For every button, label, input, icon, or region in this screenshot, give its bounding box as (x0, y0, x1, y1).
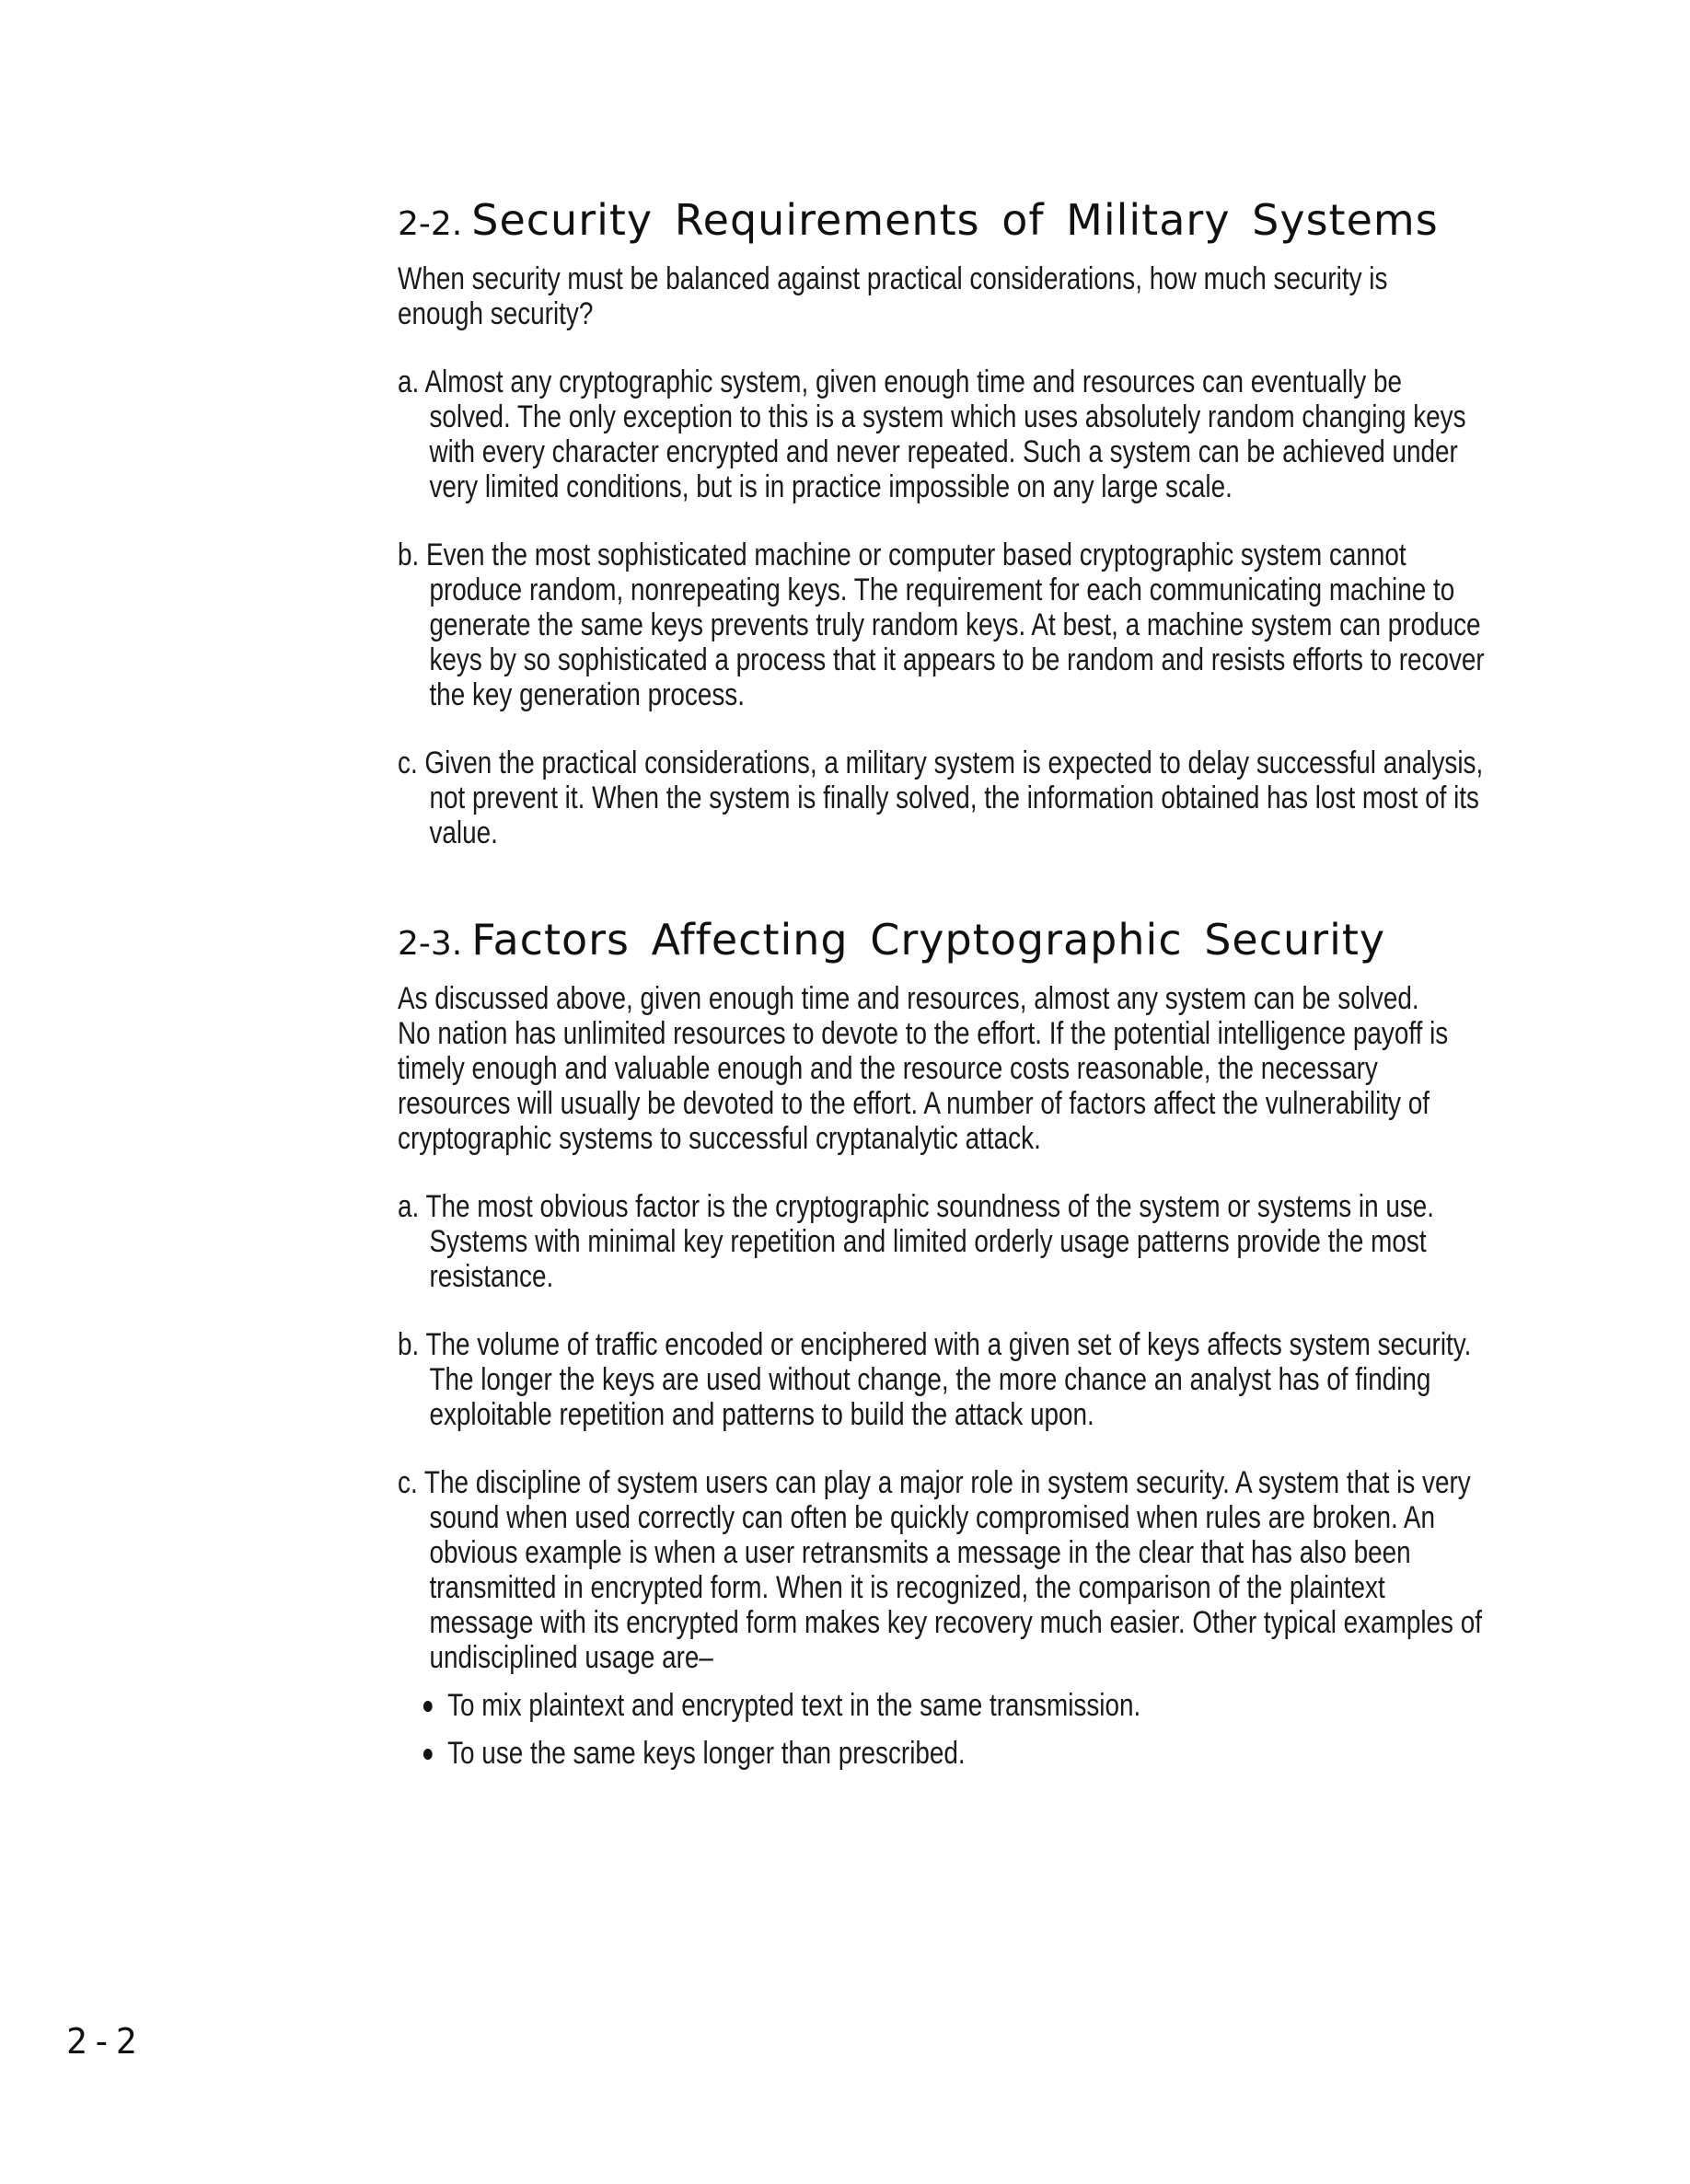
list-item-text: To use the same keys longer than prescribed. (447, 1736, 966, 1771)
section-heading-2-3 (398, 915, 1456, 965)
section-item-a: a. The most obvious factor is the cryptographic soundness of the system or systems in use. Systems with minimal key repetition and limited orderly usage patterns provide the most resistance. (398, 1189, 1435, 1294)
bullet-icon (423, 1749, 433, 1760)
section-number: 2-3. (398, 925, 463, 963)
bullet-icon (423, 1701, 433, 1712)
section-item-b: b. Even the most sophisticated machine or computer based cryptographic system cannot produce random, nonrepeating keys. The requirement for each communicating machine to generate the same keys prevents truly random keys. At best, a machine system can produce keys by so sophisticated a process that it appears to be random and resists efforts to recover the key generation process. (398, 537, 1485, 712)
list-item (398, 1688, 1504, 1723)
section-intro-paragraph: When security must be balanced against practical considerations, how much security is enough security? (398, 261, 1388, 331)
page-number: 2-2 (66, 2021, 141, 2062)
section-intro-paragraph: As discussed above, given enough time and resources, almost any system can be solved. No nation has unlimited resources to devote to the effort. If the potential intelligence payoff is timely enough and valuable enough and the resource costs reasonable, the necessary resources will usually be devoted to the effort. A number of factors affect the vulnerability of cryptographic systems to successful cryptanalytic attack. (398, 981, 1449, 1156)
section-item-c: c. Given the practical considerations, a military system is expected to delay successful analysis, not prevent it. When the system is finally solved, the information obtained has lost most of its value. (398, 745, 1484, 850)
list-item (398, 1736, 1504, 1771)
section-item-a: a. Almost any cryptographic system, given enough time and resources can eventually be solved. The only exception to this is a system which uses absolutely random changing keys with every character encrypted and never repeated. Such a system can be achieved under very limited conditions, but is in practice impossible on any large scale. (398, 364, 1466, 504)
section-title: Factors Affecting Cryptographic Security (471, 915, 1386, 965)
section-item-c: c. The discipline of system users can play a major role in system security. A system that is very sound when used correctly can often be quickly compromised when rules are broken. An obvious example is when a user retransmits a message in the clear that has also been transmitted in encrypted form. When it is recognized, the comparison of the plaintext message with its encrypted form makes key recovery much easier. Other typical examples of undisciplined usage are– (398, 1465, 1482, 1675)
section-heading-2-2 (398, 195, 1456, 245)
section-item-b: b. The volume of traffic encoded or enciphered with a given set of keys affects system security. The longer the keys are used without change, the more chance an analyst has of finding exploitable repetition and patterns to build the attack upon. (398, 1327, 1472, 1432)
section-title: Security Requirements of Military Systems (471, 195, 1439, 245)
page-content (398, 195, 1485, 1771)
usage-examples-list (398, 1688, 1456, 1771)
list-item-text: To mix plaintext and encrypted text in the same transmission. (447, 1688, 1141, 1723)
section-number: 2-2. (398, 205, 463, 243)
